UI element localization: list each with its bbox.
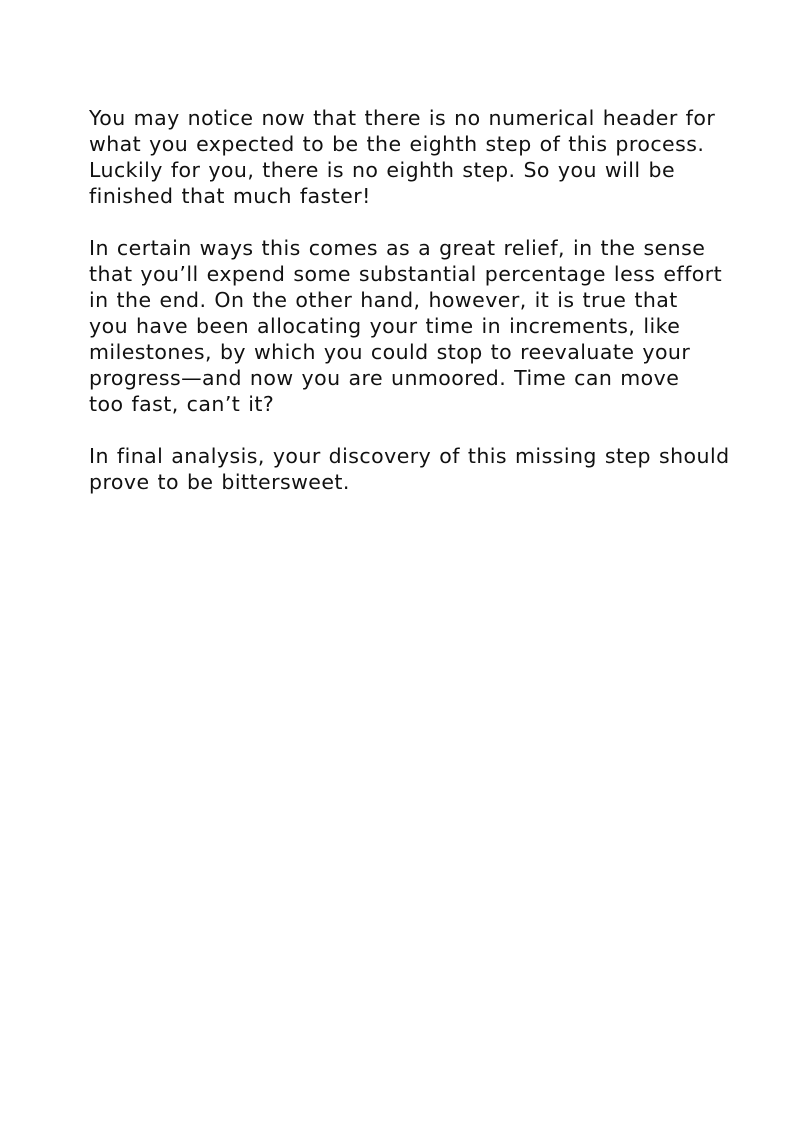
text-line: in the end. On the other hand, however, it is true that [89, 288, 678, 312]
text-line: In certain ways this comes as a great relief, in the sense [89, 236, 706, 260]
text-line: too fast, can’t it? [89, 392, 275, 416]
text-line: what you expected to be the eighth step of this process. [89, 132, 705, 156]
text-line: you have been allocating your time in increments, like [89, 314, 681, 338]
paragraph-1 [89, 105, 769, 209]
text-line: finished that much faster! [89, 184, 371, 208]
text-line: In final analysis, your discovery of this missing step should [89, 444, 730, 468]
paragraph-2 [89, 235, 769, 417]
text-line: You may notice now that there is no numerical header for [89, 106, 716, 130]
text-line: milestones, by which you could stop to reevaluate your [89, 340, 691, 364]
paragraph-3 [89, 443, 769, 495]
document-body [89, 105, 769, 521]
text-line: prove to be bittersweet. [89, 470, 350, 494]
text-line: that you’ll expend some substantial percentage less effort [89, 262, 723, 286]
text-line: progress—and now you are unmoored. Time can move [89, 366, 680, 390]
text-line: Luckily for you, there is no eighth step. So you will be [89, 158, 676, 182]
